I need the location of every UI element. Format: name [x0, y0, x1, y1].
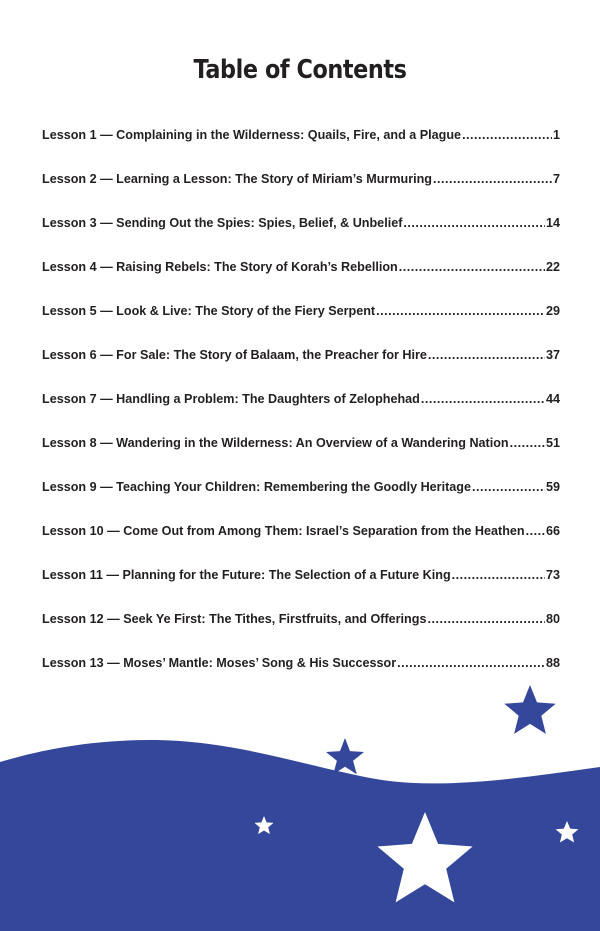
- toc-entry-page: 29: [545, 304, 560, 318]
- toc-entry-page: 7: [552, 172, 560, 186]
- toc-entry-page: 66: [545, 524, 560, 538]
- dot-leader: [399, 260, 545, 274]
- dot-leader: [472, 480, 545, 494]
- dot-leader: [510, 436, 545, 450]
- star-icon: [326, 738, 364, 774]
- toc-entry-page: 14: [545, 216, 560, 230]
- toc-entry-page: 51: [545, 436, 560, 450]
- toc-entry-page: 88: [545, 656, 560, 670]
- toc-entry-title: Lesson 6 — For Sale: The Story of Balaam, the Preacher for Hire: [42, 348, 427, 362]
- toc-entry-title: Lesson 1 — Complaining in the Wilderness: Quails, Fire, and a Plague: [42, 128, 462, 142]
- toc-entry-page: 37: [545, 348, 560, 362]
- toc-entry-12[interactable]: [42, 612, 560, 656]
- table-of-contents: [42, 128, 560, 700]
- toc-entry-2[interactable]: [42, 172, 560, 216]
- toc-entry-title: Lesson 13 — Moses’ Mantle: Moses’ Song & His Successor: [42, 656, 397, 670]
- toc-entry-page: 73: [545, 568, 560, 582]
- page-title: Table of Contents: [193, 55, 407, 85]
- toc-entry-title: Lesson 5 — Look & Live: The Story of the Fiery Serpent: [42, 304, 376, 318]
- toc-entry-title: Lesson 3 — Sending Out the Spies: Spies, Belief, & Unbelief: [42, 216, 403, 230]
- toc-entry-11[interactable]: [42, 568, 560, 612]
- toc-entry-title: Lesson 8 — Wandering in the Wilderness: An Overview of a Wandering Nation: [42, 436, 509, 450]
- toc-entry-title: Lesson 10 — Come Out from Among Them: Israel’s Separation from the Heathen: [42, 524, 525, 538]
- toc-entry-4[interactable]: [42, 260, 560, 304]
- wave-stars-decoration: [0, 660, 600, 931]
- toc-entry-page: 80: [545, 612, 560, 626]
- toc-entry-6[interactable]: [42, 348, 560, 392]
- toc-entry-page: 59: [545, 480, 560, 494]
- dot-leader: [427, 612, 545, 626]
- toc-entry-5[interactable]: [42, 304, 560, 348]
- toc-entry-10[interactable]: [42, 524, 560, 568]
- dot-leader: [433, 172, 552, 186]
- dot-leader: [462, 128, 552, 142]
- dot-leader: [428, 348, 545, 362]
- toc-entry-page: 22: [545, 260, 560, 274]
- dot-leader: [376, 304, 545, 318]
- toc-entry-9[interactable]: [42, 480, 560, 524]
- toc-entry-title: Lesson 9 — Teaching Your Children: Remembering the Goodly Heritage: [42, 480, 471, 494]
- toc-entry-7[interactable]: [42, 392, 560, 436]
- toc-entry-1[interactable]: [42, 128, 560, 172]
- toc-entry-page: 44: [545, 392, 560, 406]
- toc-entry-title: Lesson 2 — Learning a Lesson: The Story of Miriam’s Murmuring: [42, 172, 433, 186]
- toc-entry-title: Lesson 4 — Raising Rebels: The Story of Korah’s Rebellion: [42, 260, 398, 274]
- toc-entry-8[interactable]: [42, 436, 560, 480]
- toc-entry-page: 1: [552, 128, 560, 142]
- dot-leader: [526, 524, 545, 538]
- toc-entry-title: Lesson 12 — Seek Ye First: The Tithes, Firstfruits, and Offerings: [42, 612, 427, 626]
- blue-wave: [0, 740, 600, 931]
- star-icon: [504, 685, 555, 734]
- toc-entry-title: Lesson 11 — Planning for the Future: The Selection of a Future King: [42, 568, 451, 582]
- toc-entry-title: Lesson 7 — Handling a Problem: The Daughters of Zelophehad: [42, 392, 420, 406]
- dot-leader: [421, 392, 545, 406]
- dot-leader: [452, 568, 545, 582]
- dot-leader: [403, 216, 545, 230]
- toc-entry-3[interactable]: [42, 216, 560, 260]
